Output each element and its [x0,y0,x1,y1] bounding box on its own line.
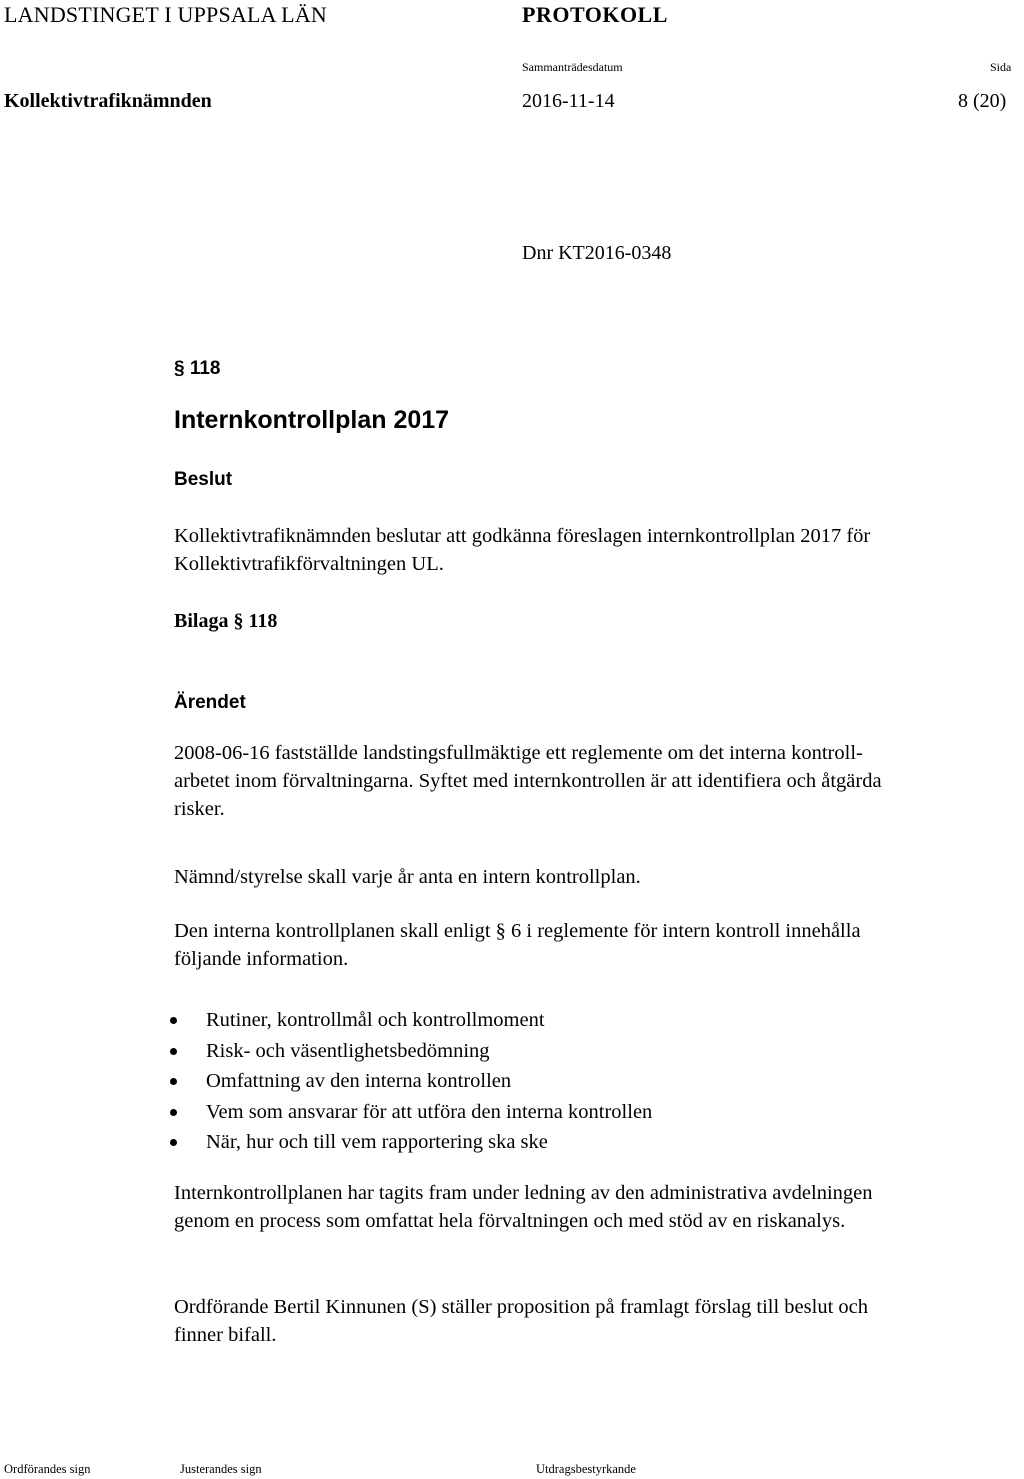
paragraph-line: Nämnd/styrelse skall varje år anta en intern kontrollplan. [174,866,641,888]
meeting-date-label: Sammanträdesdatum [522,60,623,74]
case-paragraph-2 [174,863,1024,891]
paragraph-line: Ordförande Bertil Kinnunen (S) ställer proposition på framlagt förslag till beslut och [174,1296,868,1318]
paragraph-line: risker. [174,798,225,820]
information-list [166,1005,652,1158]
document-type: PROTOKOLL [522,2,668,27]
list-item: När, hur och till vem rapportering ska ske [166,1127,652,1158]
committee-name: Kollektivtrafiknämnden [4,90,212,112]
paragraph-line: finner bifall. [174,1324,277,1346]
bullet-icon [170,1139,177,1146]
bullet-icon [170,1017,177,1024]
meeting-date: 2016-11-14 [522,90,615,112]
bullet-icon [170,1078,177,1085]
paragraph-line: 2008-06-16 fastställde landstingsfullmäktige ett reglemente om det interna kontroll- [174,742,863,764]
page-number: 8 (20) [958,90,1007,112]
section-number: § 118 [174,358,221,379]
list-item: Risk- och väsentlighetsbedömning [166,1036,652,1067]
organization-name: LANDSTINGET I UPPSALA LÄN [4,2,327,27]
bullet-icon [170,1048,177,1055]
decision-line: Kollektivtrafiknämnden beslutar att godkänna föreslagen internkontrollplan 2017 för [174,525,871,547]
decision-heading: Beslut [174,469,233,490]
certification-label: Utdragsbestyrkande [536,1462,636,1476]
adjuster-signature-label: Justerandes sign [180,1462,262,1476]
decision-text [174,522,1024,578]
bullet-icon [170,1109,177,1116]
case-heading: Ärendet [174,692,246,713]
page-title: Internkontrollplan 2017 [174,406,450,434]
list-item: Vem som ansvarar för att utföra den interna kontrollen [166,1097,652,1128]
page-label: Sida [990,60,1012,74]
paragraph-line: följande information. [174,948,349,970]
paragraph-line: Internkontrollplanen har tagits fram under ledning av den administrativa avdelningen [174,1182,873,1204]
case-number: Dnr KT2016-0348 [522,242,672,264]
paragraph-line: genom en process som omfattat hela förvaltningen och med stöd av en riskanalys. [174,1210,846,1232]
paragraph-line: arbetet inom förvaltningarna. Syftet med internkontrollen är att identifiera och åtgärda [174,770,882,792]
chair-signature-label: Ordförandes sign [4,1462,91,1476]
paragraph-line: Den interna kontrollplanen skall enligt § 6 i reglemente för intern kontroll innehålla [174,920,861,942]
case-paragraph-3 [174,917,1024,973]
attachment-reference: Bilaga § 118 [174,610,278,632]
case-paragraph-4 [174,1179,1024,1235]
list-item: Omfattning av den interna kontrollen [166,1066,652,1097]
case-paragraph-5 [174,1293,1024,1349]
list-item: Rutiner, kontrollmål och kontrollmoment [166,1005,652,1036]
decision-line: Kollektivtrafikförvaltningen UL. [174,553,444,575]
case-paragraph-1 [174,739,1024,823]
